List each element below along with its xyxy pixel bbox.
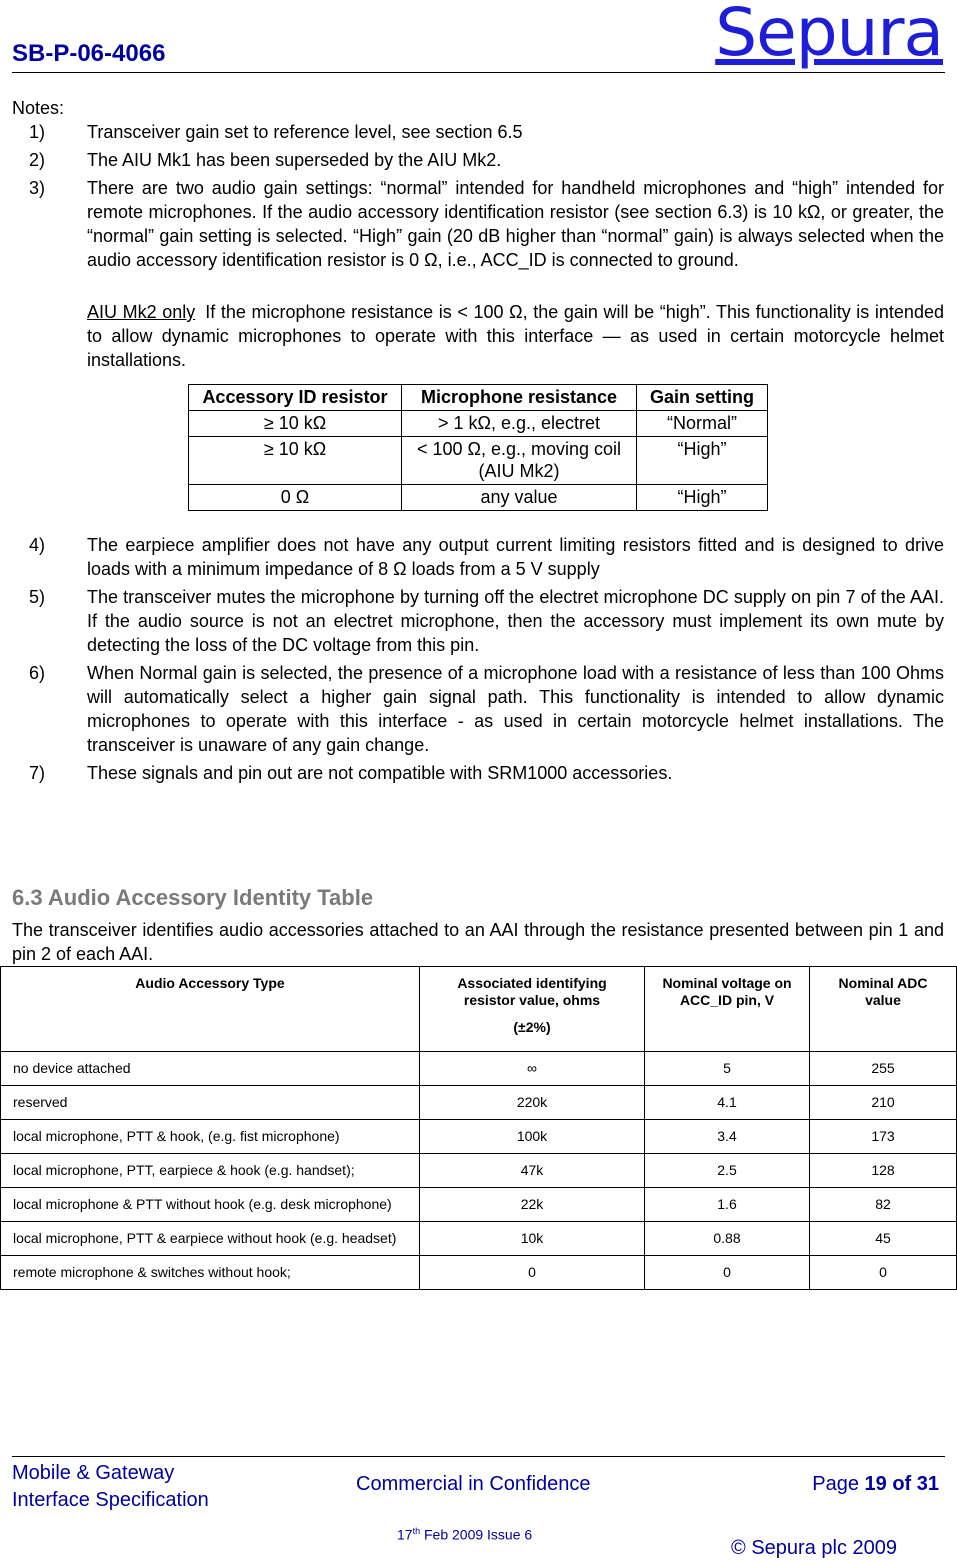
section-heading: 6.3 Audio Accessory Identity Table bbox=[12, 885, 374, 910]
footer-issue-date bbox=[397, 1526, 532, 1543]
table-header-row bbox=[189, 385, 768, 411]
table-cell: 0 Ω bbox=[189, 485, 402, 511]
table-row bbox=[1, 1188, 957, 1222]
page-count: 19 of 31 bbox=[864, 1473, 939, 1495]
note-text: The earpiece amplifier does not have any output current limiting resistors fitted and is designed to drive loads with a minimum impedance of 8 Ω loads from a 5 V supply bbox=[87, 535, 944, 579]
table-cell: 82 bbox=[810, 1188, 957, 1222]
footer-doc-title bbox=[12, 1460, 209, 1514]
note-text: There are two audio gain settings: “normal” intended for handheld microphones and “high” intended for remote microphones. If the audio accessory identification resistor (see section 6.3) is 10 kΩ, or greater, the “normal” gain setting is selected. “High” gain (20 dB higher than “normal” gain) is always selected when the audio accessory identification resistor is 0 Ω, i.e., ACC_ID is connected to ground. bbox=[87, 178, 944, 270]
footer-divider bbox=[12, 1456, 945, 1457]
table-cell: ≥ 10 kΩ bbox=[189, 437, 402, 485]
table-cell: 128 bbox=[810, 1154, 957, 1188]
table-cell: 173 bbox=[810, 1120, 957, 1154]
table-cell: 4.1 bbox=[645, 1086, 810, 1120]
table-cell: no device attached bbox=[1, 1052, 420, 1086]
table-header-row bbox=[1, 967, 957, 1052]
section-intro: The transceiver identifies audio accessories attached to an AAI through the resistance presented between pin 1 and pin 2 of each AAI. bbox=[12, 920, 944, 964]
header-text: Associated identifying resistor value, ohms bbox=[457, 975, 607, 1008]
note-item bbox=[12, 533, 944, 581]
note-number: 6) bbox=[29, 663, 46, 683]
table-cell: 2.5 bbox=[645, 1154, 810, 1188]
note-item bbox=[12, 661, 944, 757]
table-header: Nominal ADC value bbox=[810, 967, 957, 1052]
table-row bbox=[189, 485, 768, 511]
table-header: Audio Accessory Type bbox=[1, 967, 420, 1052]
table-cell: 0.88 bbox=[645, 1222, 810, 1256]
table-cell: “Normal” bbox=[637, 411, 768, 437]
table-cell: 0 bbox=[810, 1256, 957, 1290]
note-text: Transceiver gain set to reference level, see section 6.5 bbox=[87, 122, 523, 142]
table-cell: 10k bbox=[420, 1222, 645, 1256]
table-cell: reserved bbox=[1, 1086, 420, 1120]
footer-title-line: Interface Specification bbox=[12, 1489, 209, 1511]
table-cell: any value bbox=[402, 485, 637, 511]
page-header bbox=[0, 0, 957, 74]
table-cell: 210 bbox=[810, 1086, 957, 1120]
page-prefix: Page bbox=[812, 1473, 865, 1495]
table-cell: local microphone & PTT without hook (e.g. desk microphone) bbox=[1, 1188, 420, 1222]
date-day: 17 bbox=[397, 1526, 413, 1543]
sepura-logo: Sepura bbox=[715, 0, 943, 71]
table-row bbox=[1, 1256, 957, 1290]
table-header: Microphone resistance bbox=[402, 385, 637, 411]
table-cell: local microphone, PTT & earpiece without hook (e.g. headset) bbox=[1, 1222, 420, 1256]
table-cell: 0 bbox=[645, 1256, 810, 1290]
aiu-mk2-text: If the microphone resistance is < 100 Ω, the gain will be “high”. This functionality is intended to allow dynamic microphones to operate with this interface — as used in certain motorcycle helmet installations. bbox=[87, 302, 944, 370]
tolerance-note: (±2%) bbox=[513, 1019, 551, 1035]
note-number: 3) bbox=[29, 178, 46, 198]
note-text: The AIU Mk1 has been superseded by the AIU Mk2. bbox=[87, 150, 502, 170]
note-number: 2) bbox=[29, 150, 46, 170]
table-row bbox=[1, 1222, 957, 1256]
footer-page-number bbox=[812, 1473, 939, 1496]
table-cell: 47k bbox=[420, 1154, 645, 1188]
table-cell: ∞ bbox=[420, 1052, 645, 1086]
table-header: Gain setting bbox=[637, 385, 768, 411]
table-cell: 45 bbox=[810, 1222, 957, 1256]
note-item bbox=[12, 761, 944, 785]
table-cell: 100k bbox=[420, 1120, 645, 1154]
note-text: The transceiver mutes the microphone by turning off the electret microphone DC supply on pin 7 of the AAI. If the audio source is not an electret microphone, then the accessory must implement its own mute by detecting the loss of the DC voltage from this pin. bbox=[87, 587, 944, 655]
header-divider bbox=[12, 72, 945, 73]
gain-setting-table bbox=[188, 384, 768, 511]
note-text: These signals and pin out are not compatible with SRM1000 accessories. bbox=[87, 763, 673, 783]
audio-accessory-table bbox=[0, 966, 957, 1290]
table-cell: 255 bbox=[810, 1052, 957, 1086]
table-cell: local microphone, PTT & hook, (e.g. fist microphone) bbox=[1, 1120, 420, 1154]
table-header: Nominal voltage on ACC_ID pin, V bbox=[645, 967, 810, 1052]
footer-confidentiality: Commercial in Confidence bbox=[356, 1473, 591, 1495]
table-row bbox=[1, 1154, 957, 1188]
date-suffix: th bbox=[412, 1526, 421, 1536]
note-item bbox=[12, 120, 944, 144]
table-cell: 220k bbox=[420, 1086, 645, 1120]
note-text: When Normal gain is selected, the presence of a microphone load with a resistance of less than 100 Ohms will automatically select a higher gain signal path. This functionality is intended to allow dynamic microphones to operate with this interface - as used in certain motorcycle helmet installations. The transceiver is unaware of any gain change. bbox=[87, 663, 944, 755]
note-item bbox=[12, 148, 944, 172]
note-item bbox=[12, 585, 944, 657]
table-cell: local microphone, PTT, earpiece & hook (e.g. handset); bbox=[1, 1154, 420, 1188]
table-cell: 5 bbox=[645, 1052, 810, 1086]
table-cell: ≥ 10 kΩ bbox=[189, 411, 402, 437]
note-number: 7) bbox=[29, 763, 46, 783]
table-cell: “High” bbox=[637, 437, 768, 485]
table-cell: < 100 Ω, e.g., moving coil (AIU Mk2) bbox=[402, 437, 637, 485]
table-row bbox=[189, 437, 768, 485]
table-row bbox=[1, 1052, 957, 1086]
notes-list bbox=[12, 120, 944, 372]
table-cell: remote microphone & switches without hook; bbox=[1, 1256, 420, 1290]
note-item bbox=[12, 176, 944, 372]
notes-section bbox=[12, 96, 944, 789]
notes-list-continued bbox=[12, 533, 944, 785]
note-number: 4) bbox=[29, 535, 46, 555]
table-cell: 22k bbox=[420, 1188, 645, 1222]
table-row bbox=[1, 1120, 957, 1154]
footer-copyright: © Sepura plc 2009 bbox=[731, 1537, 897, 1559]
table-cell: 3.4 bbox=[645, 1120, 810, 1154]
document-id: SB-P-06-4066 bbox=[12, 40, 166, 67]
footer-title-line: Mobile & Gateway bbox=[12, 1462, 175, 1484]
table-header bbox=[420, 967, 645, 1052]
aiu-mk2-label: AIU Mk2 only bbox=[87, 302, 196, 322]
note-number: 1) bbox=[29, 122, 46, 142]
note-number: 5) bbox=[29, 587, 46, 607]
table-cell: “High” bbox=[637, 485, 768, 511]
notes-title: Notes: bbox=[12, 98, 65, 118]
table-row bbox=[1, 1086, 957, 1120]
table-header: Accessory ID resistor bbox=[189, 385, 402, 411]
table-cell: 1.6 bbox=[645, 1188, 810, 1222]
date-rest: Feb 2009 Issue 6 bbox=[420, 1526, 533, 1543]
table-row bbox=[189, 411, 768, 437]
table-cell: 0 bbox=[420, 1256, 645, 1290]
aiu-mk2-paragraph bbox=[87, 300, 944, 372]
table-cell: > 1 kΩ, e.g., electret bbox=[402, 411, 637, 437]
